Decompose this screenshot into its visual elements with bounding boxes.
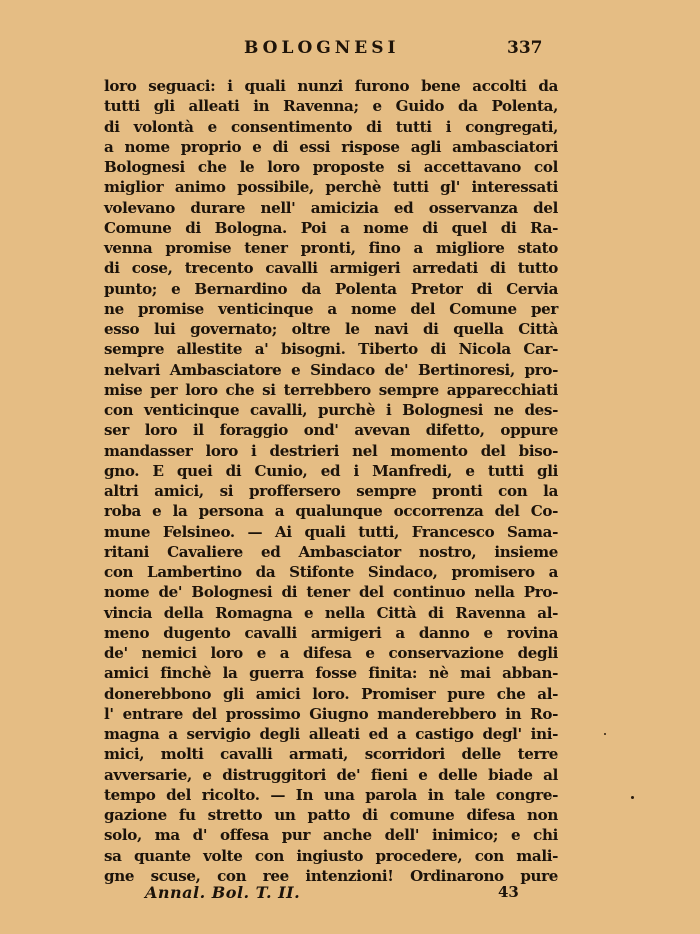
text-line: con Lambertino da Stifonte Sindaco, promisero a — [104, 563, 558, 581]
text-line: gazione fu stretto un patto di comune difesa non — [104, 806, 558, 824]
text-line: mise per loro che si terrebbero sempre apparecchiati — [104, 380, 558, 399]
text-line: l' entrare del prossimo Giugno manderebbero in Ro- — [104, 704, 558, 723]
text-line: ritani Cavaliere ed Ambasciator nostro, insieme — [104, 542, 558, 561]
text-line: vincia della Romagna e nella Città di Ravenna al- — [104, 603, 558, 622]
paper-speck — [631, 796, 634, 799]
text-line: venna promise tener pronti, fino a migliore stato — [104, 239, 558, 257]
text-line: altri amici, si proffersero sempre pronti con la — [104, 482, 558, 500]
text-line: gno. E quei di Cunio, ed i Manfredi, e tutti gli — [104, 461, 558, 480]
text-line: esso lui governato; oltre le navi di quella Città — [104, 320, 558, 338]
text-line: di volontà e consentimento di tutti i congregati, — [104, 117, 558, 136]
text-line: avversarie, e distruggitori de' fieni e delle biade al — [104, 765, 558, 784]
text-line: solo, ma d' offesa pur anche dell' inimico; e chi — [104, 826, 558, 845]
text-line: gne scuse, con ree intenzioni! Ordinarono pure — [104, 866, 558, 885]
text-line: nelvari Ambasciatore e Sindaco de' Bertinoresi, pro- — [104, 360, 558, 379]
body-text — [104, 76, 558, 886]
signature-mark: Annal. Bol. T. II. — [145, 883, 301, 902]
text-line: loro seguaci: i quali nunzi furono bene accolti da — [104, 77, 558, 95]
text-line: con venticinque cavalli, purchè i Bolognesi ne des- — [104, 401, 558, 419]
text-line: tempo del ricolto. — In una parola in tale congre- — [104, 785, 558, 804]
text-line: ne promise venticinque a nome del Comune per — [104, 299, 558, 318]
text-line: di cose, trecento cavalli armigeri arredati di tutto — [104, 259, 558, 278]
text-line: ser loro il foraggio ond' avevan difetto, oppure — [104, 421, 558, 440]
text-line: meno dugento cavalli armigeri a danno e rovina — [104, 623, 558, 642]
text-line: magna a servigio degli alleati ed a castigo degl' ini- — [104, 725, 558, 743]
text-line: sempre allestite a' bisogni. Tiberto di Nicola Car- — [104, 340, 558, 359]
text-line: mune Felsineo. — Ai quali tutti, Francesco Sama- — [104, 522, 558, 541]
page-number: 337 — [507, 38, 543, 58]
text-line: nome de' Bolognesi di tener del continuo nella Pro- — [104, 583, 558, 602]
text-line: volevano durare nell' amicizia ed osservanza del — [104, 198, 558, 217]
text-line: Comune di Bologna. Poi a nome di quel di Ra- — [104, 218, 558, 237]
paper-speck — [604, 733, 606, 735]
text-line: amici finchè la guerra fosse finita: nè mai abban- — [104, 664, 558, 683]
text-line: de' nemici loro e a difesa e conservazione degli — [104, 644, 558, 662]
text-line: mandasser loro i destrieri nel momento del biso- — [104, 441, 558, 460]
text-line: mici, molti cavalli armati, scorridori delle terre — [104, 745, 558, 764]
text-line: miglior animo possibile, perchè tutti gl' interessati — [104, 178, 558, 197]
text-line: a nome proprio e di essi rispose agli ambasciatori — [104, 137, 558, 156]
text-line: donerebbono gli amici loro. Promiser pure che al- — [104, 684, 558, 703]
text-line: roba e la persona a qualunque occorrenza del Co- — [104, 502, 558, 521]
running-title: BOLOGNESI — [244, 38, 400, 58]
signature-number: 43 — [498, 883, 519, 901]
text-line: tutti gli alleati in Ravenna; e Guido da Polenta, — [104, 97, 558, 116]
text-line: sa quante volte con ingiusto procedere, con mali- — [104, 846, 558, 865]
text-line: Bolognesi che le loro proposte si accettavano col — [104, 158, 558, 176]
text-line: punto; e Bernardino da Polenta Pretor di Cervia — [104, 279, 558, 298]
